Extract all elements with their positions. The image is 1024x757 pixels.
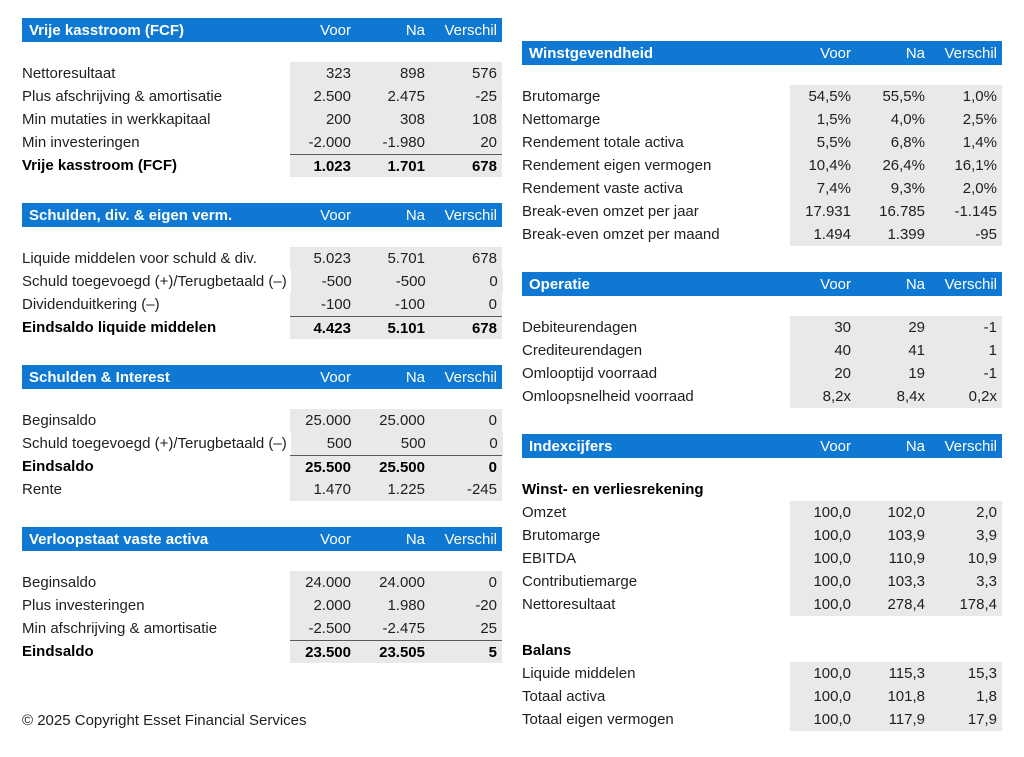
table-row xyxy=(22,409,502,432)
row-label: Rendement totale activa xyxy=(522,134,684,151)
cell-voor: 1.023 xyxy=(290,154,356,177)
table-row xyxy=(22,640,502,663)
row-label: Nettoresultaat xyxy=(522,596,616,613)
column-header-voor: Voor xyxy=(320,206,351,224)
row-label: Beginsaldo xyxy=(22,574,97,591)
cell-voor: 2.500 xyxy=(290,85,356,108)
row-label: Totaal eigen vermogen xyxy=(522,711,674,728)
table-row xyxy=(22,108,502,131)
cell-voor xyxy=(790,478,856,501)
cell-verschil: 0 xyxy=(431,432,503,455)
column-header-voor: Voor xyxy=(820,275,851,293)
cell-voor: 323 xyxy=(290,62,356,85)
cell-verschil: 10,9 xyxy=(930,547,1002,570)
column-header-na: Na xyxy=(405,368,425,386)
table-row xyxy=(22,247,502,270)
cell-na: 29 xyxy=(856,316,930,339)
financial-table xyxy=(22,365,502,501)
table-row xyxy=(22,62,502,85)
cell-verschil: -1 xyxy=(930,316,1002,339)
column-header-na: Na xyxy=(905,275,925,293)
cell-verschil: 0 xyxy=(430,571,502,594)
row-label: Beginsaldo xyxy=(22,412,97,429)
row-label: EBITDA xyxy=(522,550,577,567)
cell-na: 25.000 xyxy=(356,409,430,432)
table-row xyxy=(522,154,1002,177)
cell-voor: 54,5% xyxy=(790,85,856,108)
cell-na: 41 xyxy=(856,339,930,362)
cell-voor: 17.931 xyxy=(790,200,856,223)
cell-verschil: 16,1% xyxy=(930,154,1002,177)
cell-na: 308 xyxy=(356,108,430,131)
column-header-verschil: Verschil xyxy=(944,275,997,293)
cell-na: 117,9 xyxy=(856,708,930,731)
table-row xyxy=(22,85,502,108)
table-row xyxy=(522,177,1002,200)
column-header-na: Na xyxy=(905,44,925,62)
cell-verschil: 2,0% xyxy=(930,177,1002,200)
row-label: Schuld toegevoegd (+)/Terugbetaald (–) xyxy=(22,435,287,452)
report-column-right xyxy=(522,41,1002,757)
row-label: Brutomarge xyxy=(522,527,601,544)
row-label: Liquide middelen voor schuld & div. xyxy=(22,250,257,267)
table-title: Schulden, div. & eigen verm. xyxy=(29,206,233,224)
cell-voor: 100,0 xyxy=(790,593,856,616)
cell-voor xyxy=(790,616,856,639)
column-header-verschil: Verschil xyxy=(444,206,497,224)
report-column-left xyxy=(22,18,502,689)
cell-voor: 25.000 xyxy=(290,409,356,432)
cell-voor: 1.470 xyxy=(290,478,356,501)
cell-na: 24.000 xyxy=(356,571,430,594)
cell-verschil: 20 xyxy=(430,131,502,154)
row-label: Schuld toegevoegd (+)/Terugbetaald (–) xyxy=(22,273,287,290)
row-label xyxy=(522,616,790,639)
row-label: Plus investeringen xyxy=(22,597,145,614)
cell-na: -500 xyxy=(357,270,431,293)
financial-table xyxy=(522,41,1002,246)
cell-voor: 5.023 xyxy=(290,247,356,270)
cell-verschil: 678 xyxy=(430,247,502,270)
cell-voor: 20 xyxy=(790,362,856,385)
cell-na: 500 xyxy=(357,432,431,455)
row-label: Crediteurendagen xyxy=(522,342,643,359)
column-header-na: Na xyxy=(905,437,925,455)
cell-verschil: 0 xyxy=(430,293,502,316)
table-row xyxy=(22,131,502,154)
financial-table xyxy=(22,203,502,339)
table-header xyxy=(522,41,1002,65)
table-row xyxy=(22,455,502,478)
cell-verschil: 1,4% xyxy=(930,131,1002,154)
table-row xyxy=(22,316,502,339)
row-label: Rendement eigen vermogen xyxy=(522,157,712,174)
cell-verschil: 0,2x xyxy=(930,385,1002,408)
row-label: Totaal activa xyxy=(522,688,606,705)
row-label: Omzet xyxy=(522,504,567,521)
cell-voor: -500 xyxy=(291,270,357,293)
cell-voor: 25.500 xyxy=(290,455,356,478)
row-label: Dividenduitkering (–) xyxy=(22,296,160,313)
cell-voor: 24.000 xyxy=(290,571,356,594)
cell-voor: 100,0 xyxy=(790,501,856,524)
cell-verschil: 678 xyxy=(430,154,502,177)
table-row xyxy=(22,617,502,640)
cell-voor xyxy=(790,639,856,662)
table-row xyxy=(22,594,502,617)
table-title: Verloopstaat vaste activa xyxy=(29,530,209,548)
column-header-voor: Voor xyxy=(320,530,351,548)
column-header-voor: Voor xyxy=(820,437,851,455)
financial-table xyxy=(22,18,502,177)
cell-verschil: 0 xyxy=(431,270,503,293)
table-row xyxy=(522,501,1002,524)
cell-na: 25.500 xyxy=(356,455,430,478)
table-row xyxy=(22,432,502,455)
cell-na: 26,4% xyxy=(856,154,930,177)
column-header-verschil: Verschil xyxy=(944,437,997,455)
cell-voor: 100,0 xyxy=(790,524,856,547)
cell-verschil: 15,3 xyxy=(930,662,1002,685)
row-label: Nettomarge xyxy=(522,111,601,128)
row-label: Balans xyxy=(522,642,572,659)
cell-na: 1.399 xyxy=(856,223,930,246)
table-title: Vrije kasstroom (FCF) xyxy=(29,21,185,39)
cell-voor: -2.000 xyxy=(290,131,356,154)
table-header xyxy=(522,272,1002,296)
cell-na: 115,3 xyxy=(856,662,930,685)
cell-na: 1.980 xyxy=(356,594,430,617)
row-label: Brutomarge xyxy=(522,88,601,105)
cell-verschil xyxy=(930,639,1002,662)
cell-na xyxy=(856,478,930,501)
cell-verschil: 1,0% xyxy=(930,85,1002,108)
cell-na: 1.701 xyxy=(356,154,430,177)
cell-voor: 100,0 xyxy=(790,570,856,593)
cell-verschil: 1 xyxy=(930,339,1002,362)
cell-na: 5.101 xyxy=(356,316,430,339)
cell-voor: 4.423 xyxy=(290,316,356,339)
table-header xyxy=(22,365,502,389)
cell-verschil: -1 xyxy=(930,362,1002,385)
table-title: Schulden & Interest xyxy=(29,368,170,386)
table-row xyxy=(522,362,1002,385)
row-label: Min investeringen xyxy=(22,134,140,151)
row-label: Min mutaties in werkkapitaal xyxy=(22,111,211,128)
row-label: Liquide middelen xyxy=(522,665,636,682)
row-label: Eindsaldo xyxy=(22,643,94,660)
row-label: Min afschrijving & amortisatie xyxy=(22,620,218,637)
cell-verschil: -1.145 xyxy=(930,200,1002,223)
table-row xyxy=(522,131,1002,154)
column-header-verschil: Verschil xyxy=(944,44,997,62)
row-label: Vrije kasstroom (FCF) xyxy=(22,157,178,174)
cell-voor: 500 xyxy=(291,432,357,455)
cell-voor: 100,0 xyxy=(790,662,856,685)
cell-na: 19 xyxy=(856,362,930,385)
table-row xyxy=(522,108,1002,131)
table-row xyxy=(22,478,502,501)
cell-na: 6,8% xyxy=(856,131,930,154)
table-title: Winstgevendheid xyxy=(529,44,654,62)
cell-voor: 8,2x xyxy=(790,385,856,408)
row-label: Eindsaldo xyxy=(22,458,94,475)
table-row xyxy=(522,316,1002,339)
cell-verschil xyxy=(930,616,1002,639)
table-row xyxy=(22,270,502,293)
table-title: Indexcijfers xyxy=(529,437,613,455)
cell-verschil: 17,9 xyxy=(930,708,1002,731)
cell-verschil: -245 xyxy=(430,478,502,501)
cell-na: 9,3% xyxy=(856,177,930,200)
table-row xyxy=(522,616,1002,639)
cell-na: -1.980 xyxy=(356,131,430,154)
cell-verschil: 3,3 xyxy=(930,570,1002,593)
table-row xyxy=(522,570,1002,593)
cell-na: 102,0 xyxy=(856,501,930,524)
cell-voor: 100,0 xyxy=(790,547,856,570)
row-label: Debiteurendagen xyxy=(522,319,638,336)
table-row xyxy=(22,293,502,316)
cell-voor: 30 xyxy=(790,316,856,339)
cell-verschil: 1,8 xyxy=(930,685,1002,708)
cell-voor: -2.500 xyxy=(290,617,356,640)
cell-verschil: 576 xyxy=(430,62,502,85)
column-header-verschil: Verschil xyxy=(444,21,497,39)
cell-na: 55,5% xyxy=(856,85,930,108)
row-label: Rente xyxy=(22,481,63,498)
table-row xyxy=(522,547,1002,570)
cell-voor: 5,5% xyxy=(790,131,856,154)
table-row xyxy=(522,478,1002,501)
cell-voor: 7,4% xyxy=(790,177,856,200)
row-label: Omlooptijd voorraad xyxy=(522,365,658,382)
cell-na: 4,0% xyxy=(856,108,930,131)
cell-na: 23.505 xyxy=(356,640,430,663)
cell-voor: 40 xyxy=(790,339,856,362)
cell-verschil: 25 xyxy=(430,617,502,640)
cell-voor: 23.500 xyxy=(290,640,356,663)
cell-verschil: -95 xyxy=(930,223,1002,246)
table-row xyxy=(522,685,1002,708)
row-label: Rendement vaste activa xyxy=(522,180,683,197)
table-row xyxy=(522,223,1002,246)
table-row xyxy=(22,154,502,177)
column-header-na: Na xyxy=(405,530,425,548)
table-row xyxy=(522,593,1002,616)
cell-voor: 2.000 xyxy=(290,594,356,617)
financial-table xyxy=(522,434,1002,731)
cell-verschil: 2,0 xyxy=(930,501,1002,524)
cell-verschil: 0 xyxy=(430,409,502,432)
copyright-footer: © 2025 Copyright Esset Financial Services xyxy=(22,712,307,729)
table-header xyxy=(22,18,502,42)
cell-verschil: -20 xyxy=(430,594,502,617)
column-header-voor: Voor xyxy=(320,368,351,386)
table-row xyxy=(522,524,1002,547)
cell-voor: 10,4% xyxy=(790,154,856,177)
cell-voor: 1,5% xyxy=(790,108,856,131)
cell-na xyxy=(856,639,930,662)
cell-voor: 100,0 xyxy=(790,685,856,708)
table-row xyxy=(522,85,1002,108)
column-header-verschil: Verschil xyxy=(444,368,497,386)
financial-table xyxy=(522,272,1002,408)
cell-na: -2.475 xyxy=(356,617,430,640)
table-row xyxy=(522,708,1002,731)
row-label: Winst- en verliesrekening xyxy=(522,481,704,498)
row-label: Nettoresultaat xyxy=(22,65,116,82)
cell-na: 8,4x xyxy=(856,385,930,408)
table-row xyxy=(522,662,1002,685)
cell-na: 2.475 xyxy=(356,85,430,108)
column-header-verschil: Verschil xyxy=(444,530,497,548)
row-label: Eindsaldo liquide middelen xyxy=(22,319,217,336)
row-label: Break-even omzet per maand xyxy=(522,226,720,243)
cell-verschil: -25 xyxy=(430,85,502,108)
cell-verschil: 678 xyxy=(430,316,502,339)
cell-na: 103,9 xyxy=(856,524,930,547)
cell-na: 101,8 xyxy=(856,685,930,708)
row-label: Omloopsnelheid voorraad xyxy=(522,388,694,405)
cell-voor: 100,0 xyxy=(790,708,856,731)
cell-na: -100 xyxy=(356,293,430,316)
row-label: Plus afschrijving & amortisatie xyxy=(22,88,223,105)
column-header-na: Na xyxy=(405,21,425,39)
table-row xyxy=(522,639,1002,662)
cell-verschil: 178,4 xyxy=(930,593,1002,616)
table-row xyxy=(522,339,1002,362)
cell-verschil: 108 xyxy=(430,108,502,131)
cell-verschil: 5 xyxy=(430,640,502,663)
cell-voor: 1.494 xyxy=(790,223,856,246)
cell-verschil: 0 xyxy=(430,455,502,478)
column-header-voor: Voor xyxy=(820,44,851,62)
column-header-voor: Voor xyxy=(320,21,351,39)
cell-voor: -100 xyxy=(290,293,356,316)
financial-table xyxy=(22,527,502,663)
cell-na: 1.225 xyxy=(356,478,430,501)
cell-verschil xyxy=(930,478,1002,501)
table-row xyxy=(522,200,1002,223)
cell-na: 110,9 xyxy=(856,547,930,570)
table-header xyxy=(22,203,502,227)
row-label: Break-even omzet per jaar xyxy=(522,203,699,220)
cell-na: 16.785 xyxy=(856,200,930,223)
cell-verschil: 2,5% xyxy=(930,108,1002,131)
cell-na: 278,4 xyxy=(856,593,930,616)
table-row xyxy=(22,571,502,594)
table-row xyxy=(522,385,1002,408)
cell-na: 103,3 xyxy=(856,570,930,593)
row-label: Contributiemarge xyxy=(522,573,638,590)
column-header-na: Na xyxy=(405,206,425,224)
table-title: Operatie xyxy=(529,275,590,293)
table-header xyxy=(522,434,1002,458)
cell-na: 5.701 xyxy=(356,247,430,270)
table-header xyxy=(22,527,502,551)
cell-na: 898 xyxy=(356,62,430,85)
cell-voor: 200 xyxy=(290,108,356,131)
cell-na xyxy=(856,616,930,639)
cell-verschil: 3,9 xyxy=(930,524,1002,547)
